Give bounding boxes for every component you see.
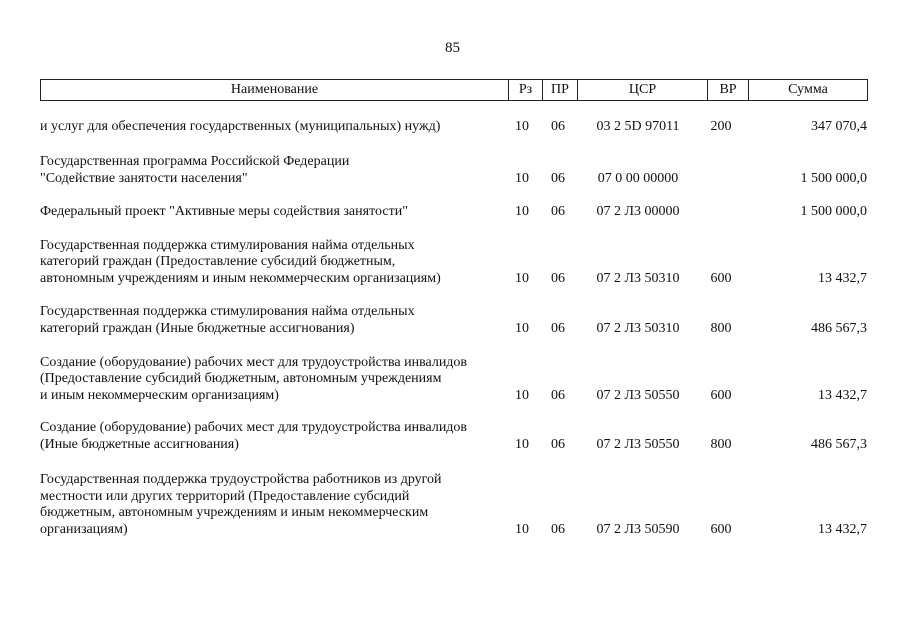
row-pr: 06 (551, 270, 565, 286)
table-row (0, 235, 905, 287)
row-csr: 03 2 5D 97011 (596, 118, 680, 134)
table-row (0, 352, 905, 404)
table-row (0, 202, 905, 220)
row-csr: 07 2 Л3 50310 (596, 320, 680, 336)
row-vr: 800 (710, 436, 732, 452)
row-sum: 13 432,7 (818, 521, 867, 537)
header-sum: Сумма (788, 82, 828, 97)
row-rz: 10 (515, 521, 529, 537)
row-sum: 13 432,7 (818, 270, 867, 286)
row-vr: 800 (710, 320, 732, 336)
row-sum: 13 432,7 (818, 387, 867, 403)
table-row (0, 152, 905, 187)
page-number: 85 (445, 40, 460, 56)
row-name: Государственная поддержка стимулирования найма отдельных категорий граждан (Иные бюджетные ассигнования) (40, 304, 415, 336)
table-row (0, 418, 905, 453)
header-csr: ЦСР (578, 80, 708, 100)
row-pr: 06 (551, 320, 565, 336)
row-pr: 06 (551, 118, 565, 134)
header-rz: Рз (509, 80, 543, 100)
row-name: Государственная поддержка трудоустройства работников из другой местности или других территорий (Предоставление субсидий бюджетным, автономным учреждениям и иным некоммерческим организациям) (40, 472, 442, 537)
row-rz: 10 (515, 320, 529, 336)
header-name: Наименование (41, 80, 509, 100)
row-csr: 07 2 Л3 00000 (596, 203, 680, 219)
row-sum: 486 567,3 (811, 320, 867, 336)
row-csr: 07 0 00 00000 (597, 170, 679, 186)
row-csr: 07 2 Л3 50550 (596, 387, 680, 403)
row-pr: 06 (551, 203, 565, 219)
row-rz: 10 (515, 387, 529, 403)
row-rz: 10 (515, 436, 529, 452)
row-name: и услуг для обеспечения государственных (муниципальных) нужд) (40, 118, 441, 134)
table-header (40, 79, 868, 101)
row-sum: 1 500 000,0 (800, 170, 867, 186)
row-pr: 06 (551, 387, 565, 403)
row-pr: 06 (551, 521, 565, 537)
row-name: Создание (оборудование) рабочих мест для трудоустройства инвалидов (Иные бюджетные ассигнования) (40, 420, 468, 452)
row-csr: 07 2 Л3 50310 (596, 270, 680, 286)
row-csr: 07 2 Л3 50590 (596, 521, 680, 537)
row-rz: 10 (515, 170, 529, 186)
table-row (0, 302, 905, 337)
row-name: Государственная поддержка стимулирования найма отдельных категорий граждан (Предоставление субсидий бюджетным, автономным учреждениям и иным некоммерческим организациям) (40, 237, 441, 286)
row-name: Создание (оборудование) рабочих мест для трудоустройства инвалидов (Предоставление субсидий бюджетным, автономным учреждениям и иным некоммерческим организациям) (40, 354, 468, 403)
row-pr: 06 (551, 170, 565, 186)
table-row (0, 118, 905, 135)
row-vr: 600 (710, 270, 732, 286)
row-rz: 10 (515, 203, 529, 219)
row-pr: 06 (551, 436, 565, 452)
header-vr: ВР (708, 80, 749, 100)
row-rz: 10 (515, 118, 529, 134)
row-vr: 600 (710, 521, 732, 537)
row-csr: 07 2 Л3 50550 (596, 436, 680, 452)
header-pr: ПР (543, 80, 578, 100)
row-sum: 1 500 000,0 (800, 203, 867, 219)
row-vr: 600 (710, 387, 732, 403)
row-sum: 347 070,4 (811, 118, 867, 134)
table-row (0, 469, 905, 538)
row-vr: 200 (710, 118, 732, 134)
row-sum: 486 567,3 (811, 436, 867, 452)
row-name: Федеральный проект "Активные меры содействия занятости" (40, 203, 408, 219)
row-rz: 10 (515, 270, 529, 286)
row-name: Государственная программа Российской Федерации "Содействие занятости населения" (40, 154, 350, 186)
